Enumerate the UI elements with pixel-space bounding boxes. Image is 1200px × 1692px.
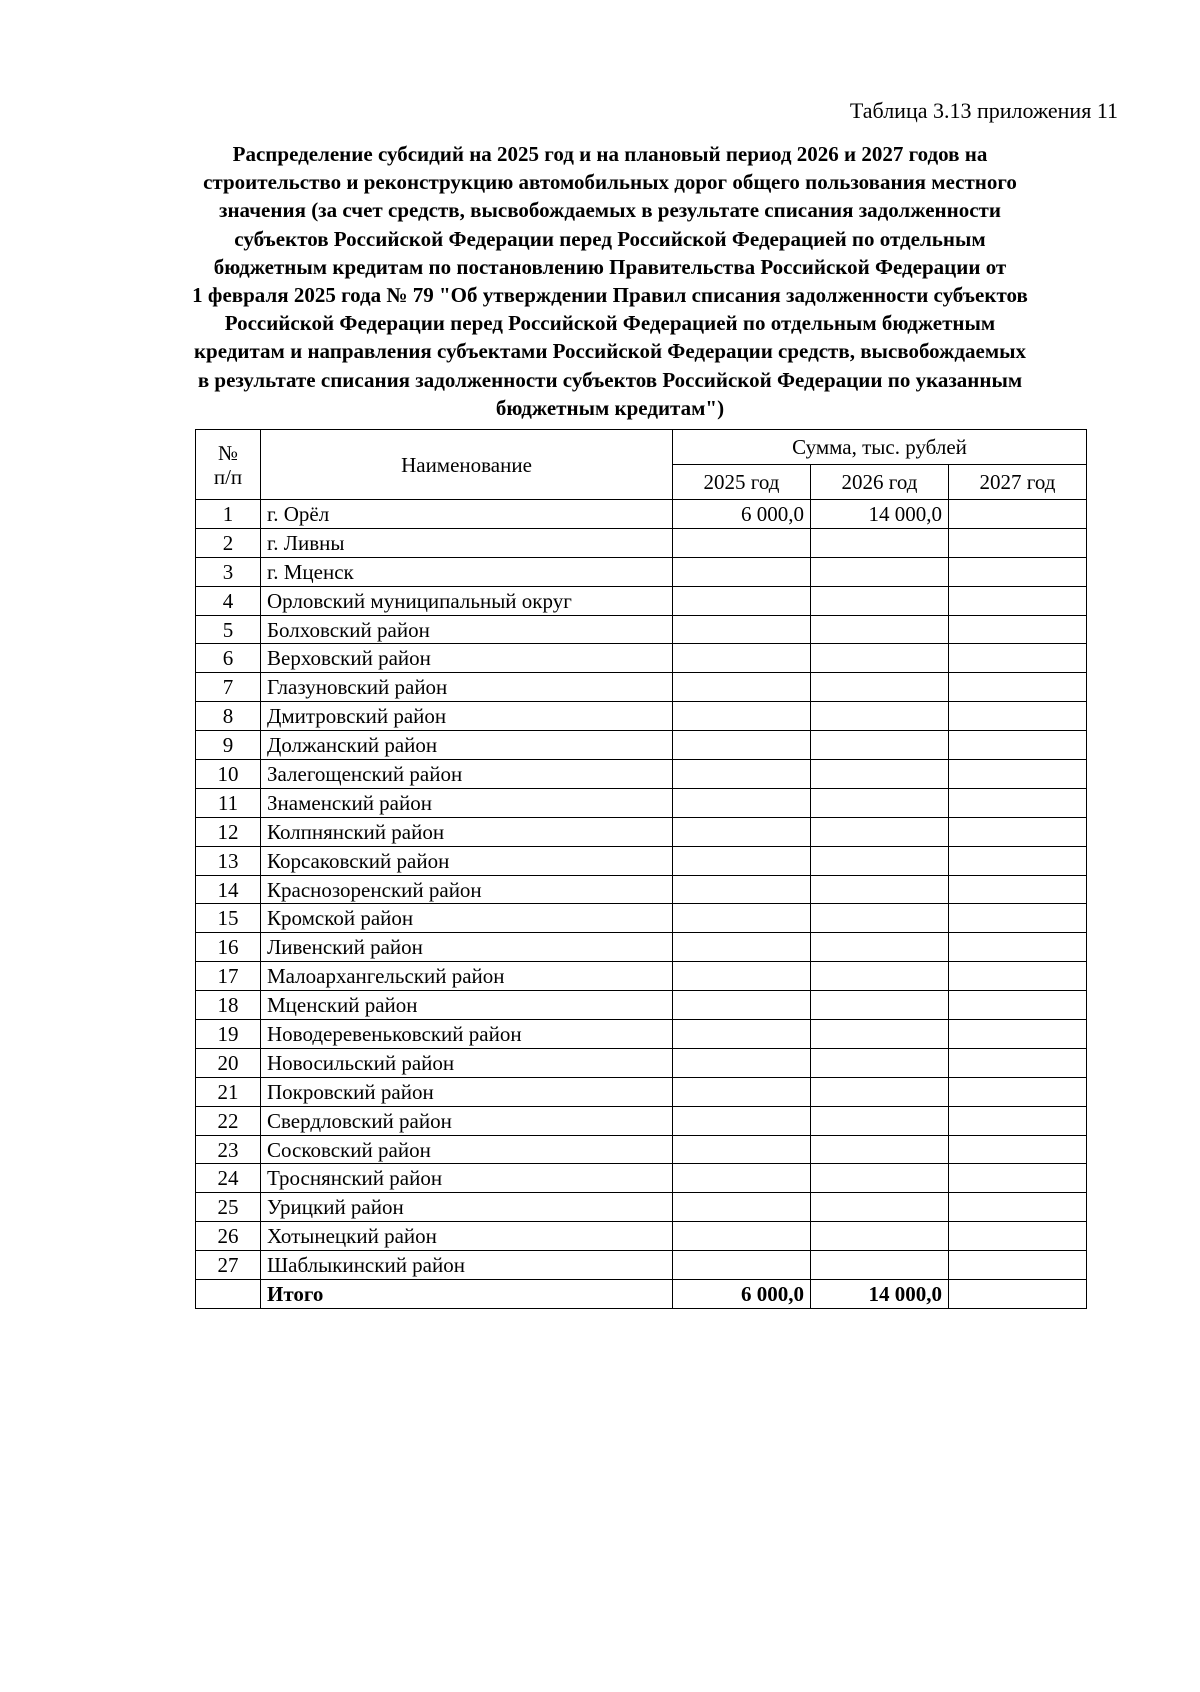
cell-value-2026 bbox=[811, 528, 949, 557]
cell-value-2027 bbox=[949, 528, 1087, 557]
cell-value-2026 bbox=[811, 991, 949, 1020]
cell-value-2027 bbox=[949, 904, 1087, 933]
document-title bbox=[150, 140, 1070, 422]
table-row bbox=[196, 760, 1087, 789]
table-row bbox=[196, 1048, 1087, 1077]
cell-name: Болховский район bbox=[261, 615, 673, 644]
title-line: кредитам и направления субъектами Российской Федерации средств, высвобождаемых bbox=[193, 339, 1027, 364]
cell-name: Корсаковский район bbox=[261, 846, 673, 875]
cell-value-2026 bbox=[811, 904, 949, 933]
cell-number: 9 bbox=[196, 731, 261, 760]
cell-value-2027 bbox=[949, 1020, 1087, 1049]
cell-value-2027 bbox=[949, 846, 1087, 875]
cell-value-2026 bbox=[811, 615, 949, 644]
cell-value-2027 bbox=[949, 817, 1087, 846]
cell-name: Мценский район bbox=[261, 991, 673, 1020]
cell-value-2026 bbox=[811, 760, 949, 789]
cell-value-2027 bbox=[949, 1280, 1087, 1309]
cell-number: 5 bbox=[196, 615, 261, 644]
cell-value-2025 bbox=[673, 557, 811, 586]
title-line: в результате списания задолженности субъектов Российской Федерации по указанным bbox=[197, 367, 1023, 392]
column-header-year-2026: 2026 год bbox=[811, 465, 949, 500]
table-row bbox=[196, 1135, 1087, 1164]
column-header-name: Наименование bbox=[261, 430, 673, 500]
cell-value-2027 bbox=[949, 875, 1087, 904]
cell-value-2027 bbox=[949, 557, 1087, 586]
cell-number: 4 bbox=[196, 586, 261, 615]
cell-name: Кромской район bbox=[261, 904, 673, 933]
cell-value-2025: 6 000,0 bbox=[673, 1280, 811, 1309]
cell-number: 12 bbox=[196, 817, 261, 846]
table-row bbox=[196, 528, 1087, 557]
cell-name: Новодеревеньковский район bbox=[261, 1020, 673, 1049]
cell-value-2025 bbox=[673, 1251, 811, 1280]
cell-number: 26 bbox=[196, 1222, 261, 1251]
cell-value-2025 bbox=[673, 1193, 811, 1222]
cell-value-2025 bbox=[673, 1048, 811, 1077]
table-row bbox=[196, 904, 1087, 933]
title-line: бюджетным кредитам по постановлению Правительства Российской Федерации от bbox=[213, 254, 1007, 279]
table-row bbox=[196, 731, 1087, 760]
cell-value-2026 bbox=[811, 1193, 949, 1222]
cell-name: г. Ливны bbox=[261, 528, 673, 557]
title-line: строительство и реконструкцию автомобильных дорог общего пользования местного bbox=[203, 170, 1017, 195]
cell-value-2027 bbox=[949, 615, 1087, 644]
table-row bbox=[196, 875, 1087, 904]
table-row bbox=[196, 846, 1087, 875]
cell-name: Новосильский район bbox=[261, 1048, 673, 1077]
cell-name: г. Орёл bbox=[261, 500, 673, 529]
title-line: 1 февраля 2025 года № 79 "Об утверждении Правил списания задолженности субъектов bbox=[192, 283, 1028, 308]
cell-number: 25 bbox=[196, 1193, 261, 1222]
cell-name: Хотынецкий район bbox=[261, 1222, 673, 1251]
cell-value-2026 bbox=[811, 731, 949, 760]
cell-name: Урицкий район bbox=[261, 1193, 673, 1222]
cell-number: 27 bbox=[196, 1251, 261, 1280]
cell-number: 1 bbox=[196, 500, 261, 529]
cell-number: 21 bbox=[196, 1077, 261, 1106]
cell-value-2027 bbox=[949, 933, 1087, 962]
title-line: Распределение субсидий на 2025 год и на плановый период 2026 и 2027 годов на bbox=[232, 142, 988, 166]
cell-number: 18 bbox=[196, 991, 261, 1020]
cell-value-2027 bbox=[949, 991, 1087, 1020]
cell-value-2027 bbox=[949, 1222, 1087, 1251]
cell-number: 3 bbox=[196, 557, 261, 586]
table-row bbox=[196, 962, 1087, 991]
cell-value-2025 bbox=[673, 731, 811, 760]
cell-value-2025: 6 000,0 bbox=[673, 500, 811, 529]
cell-value-2026 bbox=[811, 875, 949, 904]
table-row bbox=[196, 586, 1087, 615]
column-header-sum: Сумма, тыс. рублей bbox=[673, 430, 1087, 465]
table-row bbox=[196, 991, 1087, 1020]
cell-name: Покровский район bbox=[261, 1077, 673, 1106]
cell-value-2025 bbox=[673, 673, 811, 702]
table-row bbox=[196, 1077, 1087, 1106]
cell-value-2027 bbox=[949, 500, 1087, 529]
total-row bbox=[196, 1280, 1087, 1309]
cell-number: 20 bbox=[196, 1048, 261, 1077]
cell-name: Малоархангельский район bbox=[261, 962, 673, 991]
column-header-number bbox=[196, 430, 261, 500]
column-header-year-2025: 2025 год bbox=[673, 465, 811, 500]
cell-number: 14 bbox=[196, 875, 261, 904]
cell-value-2025 bbox=[673, 760, 811, 789]
cell-name: г. Мценск bbox=[261, 557, 673, 586]
cell-name: Колпнянский район bbox=[261, 817, 673, 846]
cell-value-2027 bbox=[949, 788, 1087, 817]
cell-name: Знаменский район bbox=[261, 788, 673, 817]
cell-number: 13 bbox=[196, 846, 261, 875]
cell-value-2027 bbox=[949, 962, 1087, 991]
cell-number: 11 bbox=[196, 788, 261, 817]
cell-value-2027 bbox=[949, 586, 1087, 615]
column-header-number-line1: № bbox=[217, 440, 239, 465]
cell-number: 8 bbox=[196, 702, 261, 731]
title-line: значения (за счет средств, высвобождаемых в результате списания задолженности bbox=[219, 198, 1001, 223]
table-row bbox=[196, 1251, 1087, 1280]
cell-value-2026 bbox=[811, 1106, 949, 1135]
cell-value-2026 bbox=[811, 846, 949, 875]
cell-name: Дмитровский район bbox=[261, 702, 673, 731]
table-row bbox=[196, 788, 1087, 817]
cell-value-2026 bbox=[811, 1077, 949, 1106]
cell-value-2027 bbox=[949, 673, 1087, 702]
title-line: Российской Федерации перед Российской Федерацией по отдельным бюджетным bbox=[224, 311, 996, 336]
cell-number: 23 bbox=[196, 1135, 261, 1164]
cell-value-2027 bbox=[949, 1106, 1087, 1135]
cell-name: Сосковский район bbox=[261, 1135, 673, 1164]
table-row bbox=[196, 1222, 1087, 1251]
cell-number: 2 bbox=[196, 528, 261, 557]
cell-number: 19 bbox=[196, 1020, 261, 1049]
title-line: субъектов Российской Федерации перед Российской Федерацией по отдельным bbox=[234, 226, 986, 251]
table-row bbox=[196, 1020, 1087, 1049]
cell-value-2027 bbox=[949, 1135, 1087, 1164]
cell-value-2025 bbox=[673, 875, 811, 904]
cell-value-2025 bbox=[673, 1077, 811, 1106]
table-row bbox=[196, 1193, 1087, 1222]
cell-value-2026 bbox=[811, 1020, 949, 1049]
cell-value-2025 bbox=[673, 702, 811, 731]
cell-value-2025 bbox=[673, 615, 811, 644]
cell-value-2027 bbox=[949, 1164, 1087, 1193]
cell-name: Свердловский район bbox=[261, 1106, 673, 1135]
cell-name: Троснянский район bbox=[261, 1164, 673, 1193]
cell-number: 17 bbox=[196, 962, 261, 991]
cell-name: Ливенский район bbox=[261, 933, 673, 962]
table-row bbox=[196, 644, 1087, 673]
cell-value-2025 bbox=[673, 1164, 811, 1193]
cell-value-2026 bbox=[811, 817, 949, 846]
cell-value-2026 bbox=[811, 644, 949, 673]
cell-number bbox=[196, 1280, 261, 1309]
table-reference: Таблица 3.13 приложения 11 bbox=[849, 98, 1118, 123]
cell-value-2026 bbox=[811, 962, 949, 991]
column-header-number-line2: п/п bbox=[213, 464, 243, 489]
cell-value-2026 bbox=[811, 586, 949, 615]
cell-value-2025 bbox=[673, 1135, 811, 1164]
cell-value-2025 bbox=[673, 904, 811, 933]
cell-value-2027 bbox=[949, 1251, 1087, 1280]
cell-value-2025 bbox=[673, 846, 811, 875]
table-header-row bbox=[196, 430, 1087, 465]
cell-value-2026 bbox=[811, 1251, 949, 1280]
cell-name: Должанский район bbox=[261, 731, 673, 760]
cell-value-2027 bbox=[949, 760, 1087, 789]
cell-name: Залегощенский район bbox=[261, 760, 673, 789]
cell-value-2025 bbox=[673, 1106, 811, 1135]
table-row bbox=[196, 500, 1087, 529]
cell-value-2025 bbox=[673, 528, 811, 557]
table-row bbox=[196, 673, 1087, 702]
cell-value-2027 bbox=[949, 1077, 1087, 1106]
cell-value-2026 bbox=[811, 1164, 949, 1193]
cell-value-2026 bbox=[811, 1048, 949, 1077]
table-row bbox=[196, 557, 1087, 586]
cell-value-2027 bbox=[949, 1193, 1087, 1222]
cell-name: Верховский район bbox=[261, 644, 673, 673]
subsidy-table bbox=[195, 429, 1087, 1309]
table-row bbox=[196, 1164, 1087, 1193]
cell-number: 16 bbox=[196, 933, 261, 962]
cell-name: Шаблыкинский район bbox=[261, 1251, 673, 1280]
cell-value-2025 bbox=[673, 644, 811, 673]
cell-value-2026 bbox=[811, 1135, 949, 1164]
table-row bbox=[196, 933, 1087, 962]
cell-value-2026 bbox=[811, 788, 949, 817]
cell-value-2026 bbox=[811, 673, 949, 702]
cell-value-2026: 14 000,0 bbox=[811, 500, 949, 529]
cell-name: Орловский муниципальный округ bbox=[261, 586, 673, 615]
cell-value-2025 bbox=[673, 817, 811, 846]
title-line: бюджетным кредитам") bbox=[495, 395, 725, 420]
table-row bbox=[196, 817, 1087, 846]
cell-value-2027 bbox=[949, 702, 1087, 731]
cell-name: Глазуновский район bbox=[261, 673, 673, 702]
cell-number: 24 bbox=[196, 1164, 261, 1193]
cell-value-2027 bbox=[949, 644, 1087, 673]
cell-number: 6 bbox=[196, 644, 261, 673]
cell-value-2025 bbox=[673, 1020, 811, 1049]
table-body bbox=[196, 500, 1087, 1309]
cell-value-2026 bbox=[811, 557, 949, 586]
cell-value-2025 bbox=[673, 586, 811, 615]
cell-value-2027 bbox=[949, 731, 1087, 760]
cell-value-2026 bbox=[811, 933, 949, 962]
cell-value-2026 bbox=[811, 702, 949, 731]
cell-number: 10 bbox=[196, 760, 261, 789]
cell-number: 15 bbox=[196, 904, 261, 933]
column-header-year-2027: 2027 год bbox=[949, 465, 1087, 500]
cell-value-2025 bbox=[673, 962, 811, 991]
cell-value-2025 bbox=[673, 991, 811, 1020]
cell-value-2026: 14 000,0 bbox=[811, 1280, 949, 1309]
cell-number: 22 bbox=[196, 1106, 261, 1135]
cell-value-2026 bbox=[811, 1222, 949, 1251]
cell-name: Итого bbox=[261, 1280, 673, 1309]
cell-value-2027 bbox=[949, 1048, 1087, 1077]
table-row bbox=[196, 615, 1087, 644]
cell-number: 7 bbox=[196, 673, 261, 702]
table-row bbox=[196, 702, 1087, 731]
cell-value-2025 bbox=[673, 1222, 811, 1251]
cell-name: Краснозоренский район bbox=[261, 875, 673, 904]
table-row bbox=[196, 1106, 1087, 1135]
cell-value-2025 bbox=[673, 933, 811, 962]
cell-value-2025 bbox=[673, 788, 811, 817]
